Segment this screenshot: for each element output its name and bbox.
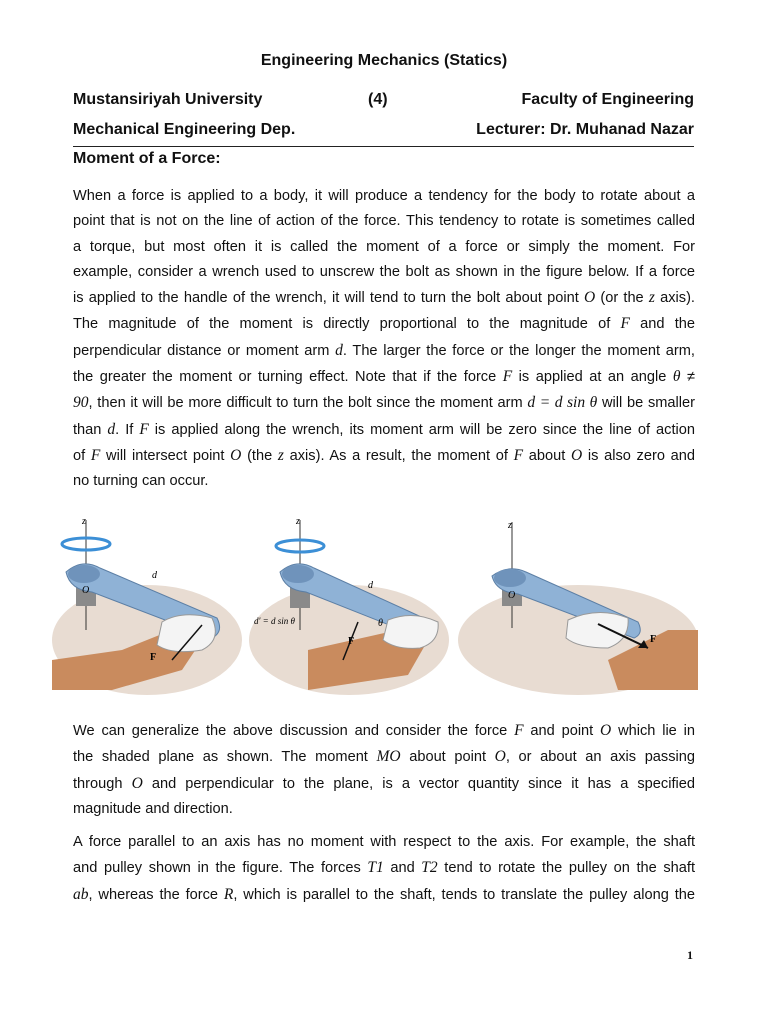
point-o-label-3: O (508, 590, 516, 601)
university-name: Mustansiriyah University (73, 91, 263, 108)
z-axis-label: z (82, 516, 86, 527)
header-divider (73, 146, 694, 147)
point-o-label: O (82, 585, 90, 596)
force-f-label-3: F (650, 634, 657, 645)
distance-d-label: d (152, 570, 157, 581)
moment-arm-formula: d' = d sin θ (254, 616, 295, 626)
z-axis-label-2: z (296, 516, 300, 527)
page-number: 1 (687, 948, 693, 962)
wrench-figure-angled (248, 510, 450, 700)
wrench-figure-along-handle (458, 510, 698, 700)
lecturer-name: Lecturer: Dr. Muhanad Nazar (476, 121, 694, 138)
paragraph-1: When a force is applied to a body, it will produce a tendency for the body to rotate about a point that is not on the line of action of the force. This tendency to rotate is sometimes called a torque, but most often it is called the moment of a force or simply the moment. For example, consider a wrench used to unscrew the bolt as shown in the figure below. If a force is applied to the handle of the wrench, it will tend to turn the bolt about point O (or the z axis). The magnitude of the moment is directly proportional to the magnitude of F and the perpendicular distance or moment arm d. The larger the force or the longer the moment arm, the greater the moment or turning effect. Note that if the force F is applied at an angle θ ≠ 90, then it will be more difficult to turn the bolt since the moment arm d = d sin θ will be smaller than d. If F is applied along the wrench, its moment arm will be zero since the line of action of F will intersect point O (the z axis). As a result, the moment of F about O is also zero and no turning can occur. (73, 188, 696, 490)
z-axis-label-3: z (508, 520, 512, 531)
faculty-name: Faculty of Engineering (521, 91, 694, 108)
lecture-number: (4) (368, 91, 388, 108)
course-title: Engineering Mechanics (Statics) (260, 52, 508, 69)
force-f-label: F (150, 652, 157, 663)
force-f-label-2: F (348, 636, 355, 647)
paragraph-3: A force parallel to an axis has no moment with respect to the axis. For example, the shaft and pulley shown in the figure. The forces T1 and T2 tend to rotate the pulley on the shaft ab, whereas the force R, which is parallel to the shaft, tends to translate the pulley along the (73, 834, 696, 903)
theta-label: θ (378, 618, 383, 629)
section-title: Moment of a Force: (73, 150, 221, 167)
distance-d-label-2: d (368, 580, 373, 591)
wrench-figure-perpendicular (52, 510, 242, 700)
paragraph-2: We can generalize the above discussion and consider the force F and point O which lie in the shaded plane as shown. The moment MO about point O, or about an axis passing through O and perpendicular to the plane, is a vector quantity since it has a specified magnitude and direction. (73, 722, 695, 817)
department-name: Mechanical Engineering Dep. (73, 121, 296, 138)
